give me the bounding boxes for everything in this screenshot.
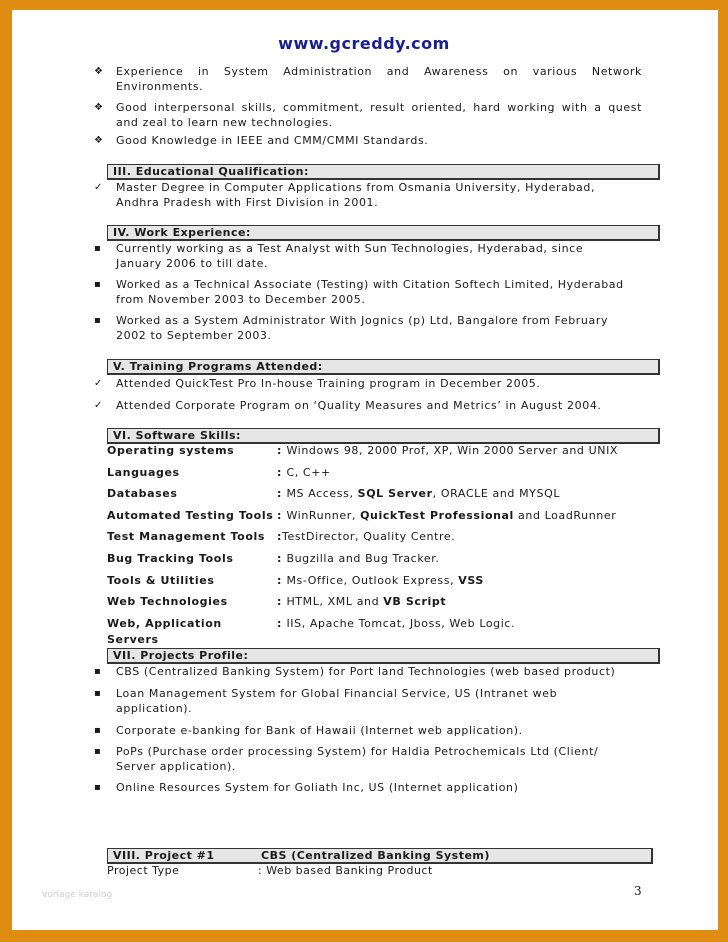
- skill-row: Tools & Utilities : Ms-Office, Outlook Express, VSS: [107, 573, 484, 587]
- diamond-bullet-icon: ❖: [94, 135, 104, 146]
- section-heading-project1: VIII. Project #1 CBS (Centralized Banking System): [107, 848, 653, 864]
- skill-row: Languages : C, C++: [107, 465, 331, 479]
- list-item: ▪ Online Resources System for Goliath Inc, US (Internet application): [94, 781, 519, 794]
- square-bullet-icon: ▪: [94, 746, 102, 757]
- work-list: [94, 241, 626, 343]
- list-item: ▪ Currently working as a Test Analyst with Sun Technologies, Hyderabad, since January 2006 to till date.: [94, 242, 584, 270]
- diamond-bullet-icon: ❖: [94, 102, 104, 113]
- site-header: www.gcreddy.com: [278, 34, 450, 53]
- square-bullet-icon: ▪: [94, 315, 102, 326]
- intro-list: [94, 64, 642, 148]
- page-number: 3: [634, 884, 642, 898]
- list-item: ✓ Master Degree in Computer Applications from Osmania University, Hyderabad, Andhra Pradesh with First Division in 2001.: [94, 181, 596, 209]
- checkmark-icon: ✓: [94, 182, 103, 193]
- square-bullet-icon: ▪: [94, 688, 102, 699]
- skill-row: Test Management Tools :TestDirector, Quality Centre.: [107, 530, 456, 544]
- project-type-value: : Web based Banking Product: [258, 864, 433, 877]
- list-item: ❖ Experience in System Administration and Awareness on various Network Environments.: [94, 65, 642, 93]
- list-item: ▪ Loan Management System for Global Financial Service, US (Intranet web application).: [94, 687, 558, 715]
- skills-table: [107, 443, 667, 646]
- section-heading-education: III. Educational Qualification:: [107, 164, 660, 180]
- section-heading-skills: VI. Software Skills:: [107, 428, 660, 444]
- checkmark-icon: ✓: [94, 400, 103, 411]
- watermark: vorlage karalog: [42, 890, 113, 900]
- list-item: ▪ Corporate e-banking for Bank of Hawaii (Internet web application).: [94, 724, 523, 737]
- education-list: [94, 180, 636, 210]
- skill-row: Operating systems : Windows 98, 2000 Prof, XP, Win 2000 Server and UNIX: [107, 444, 619, 457]
- diamond-bullet-icon: ❖: [94, 66, 104, 77]
- square-bullet-icon: ▪: [94, 243, 102, 254]
- section-heading-work: IV. Work Experience:: [107, 225, 660, 241]
- list-item: ✓ Attended Corporate Program on ‘Quality Measures and Metrics’ in August 2004.: [94, 399, 602, 412]
- square-bullet-icon: ▪: [94, 725, 102, 736]
- skill-row: Databases : MS Access, SQL Server, ORACLE and MYSQL: [107, 487, 561, 501]
- list-item: ❖ Good interpersonal skills, commitment, result oriented, hard working with a quest and zeal to learn new technologies.: [94, 101, 642, 129]
- skill-row: Automated Testing Tools : WinRunner, QuickTest Professional and LoadRunner: [107, 508, 617, 522]
- list-item: ▪ Worked as a Technical Associate (Testing) with Citation Softech Limited, Hyderabad from November 2003 to December 2005.: [94, 278, 624, 306]
- square-bullet-icon: ▪: [94, 782, 102, 793]
- list-item: ▪ PoPs (Purchase order processing System) for Haldia Petrochemicals Ltd (Client/ Server application).: [94, 745, 599, 773]
- project-type-label: Project Type: [107, 864, 180, 877]
- projects-list: [94, 664, 616, 795]
- skill-row: Bug Tracking Tools : Bugzilla and Bug Tracker.: [107, 551, 440, 565]
- square-bullet-icon: ▪: [94, 279, 102, 290]
- square-bullet-icon: ▪: [94, 666, 102, 677]
- section-heading-training: V. Training Programs Attended:: [107, 359, 660, 375]
- list-item: ✓ Attended QuickTest Pro In-house Training program in December 2005.: [94, 377, 541, 390]
- list-item: ▪ Worked as a System Administrator With Jognics (p) Ltd, Bangalore from February 2002 to September 2003.: [94, 314, 609, 342]
- list-item: ▪ CBS (Centralized Banking System) for Port land Technologies (web based product): [94, 665, 616, 678]
- section-heading-projects: VII. Projects Profile:: [107, 648, 660, 664]
- list-item: ❖ Good Knowledge in IEEE and CMM/CMMI Standards.: [94, 134, 429, 147]
- skill-row: Web, Application Servers : IIS, Apache Tomcat, Jboss, Web Logic.: [107, 616, 516, 646]
- skill-row: Web Technologies : HTML, XML and VB Script: [107, 595, 447, 609]
- checkmark-icon: ✓: [94, 378, 103, 389]
- training-list: [94, 376, 642, 413]
